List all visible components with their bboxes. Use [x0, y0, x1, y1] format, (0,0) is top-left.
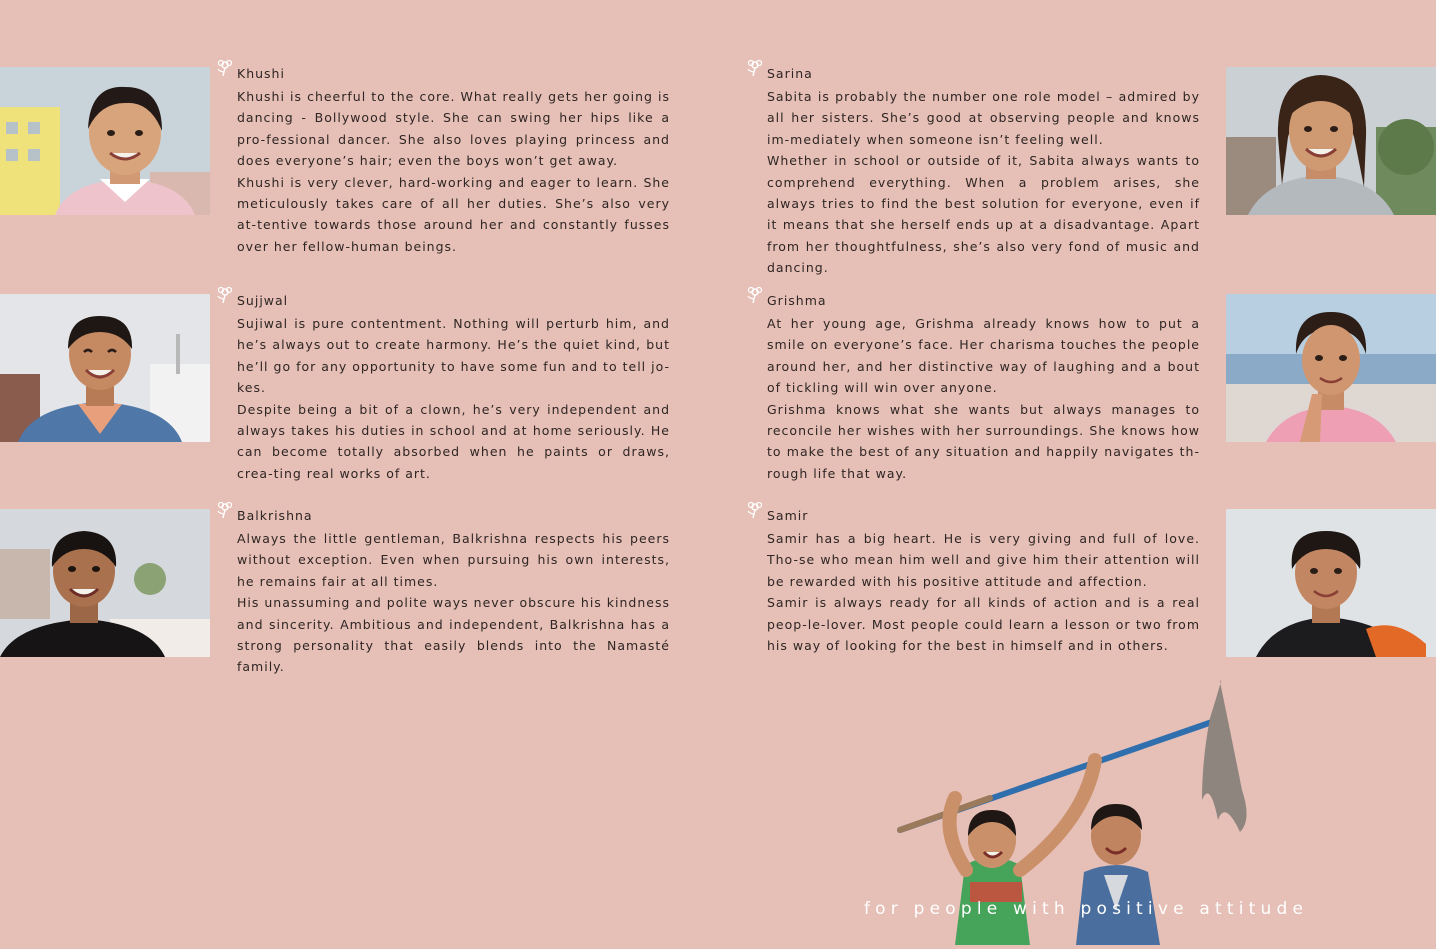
profile-sujjwal — [237, 292, 670, 484]
portrait-balkrishna — [0, 509, 210, 657]
profile-paragraph: Always the little gentleman, Balkrishna respects his peers without exception. Even when pursuing his own interests, he remains fair at all times. — [237, 531, 670, 589]
profile-paragraph: Grishma knows what she wants but always manages to reconcile her wishes with her surroundings. She knows how to make the best of any situation and happily navigates th-rough life that way. — [767, 401, 1200, 481]
flower-icon — [745, 499, 765, 519]
portrait-sarina — [1226, 67, 1436, 215]
profile-paragraph: Samir has a big heart. He is very giving and full of love. Tho-se who mean him well and give him their attention will be rewarded with his positive attitude and affection. — [767, 531, 1200, 589]
profile-name: Grishma — [767, 293, 827, 308]
profile-name: Khushi — [237, 66, 285, 81]
profile-paragraph: Whether in school or outside of it, Sabita always wants to comprehend everything. When a problem arises, she always tries to find the best solution for everyone, even if it means that she herself ends up at a disadvantage. Apart from her thoughtfulness, she’s also very fond of music and dancing. — [767, 153, 1200, 276]
profile-name: Balkrishna — [237, 508, 313, 523]
flower-icon — [215, 57, 235, 77]
profile-paragraph: Samir is always ready for all kinds of action and is a real peop-le-lover. Most people could learn a lesson or two from his way of looking for the best in himself and in others. — [767, 595, 1200, 654]
profile-paragraph: Despite being a bit of a clown, he’s very independent and always takes his duties in school and at home seriously. He can become totally absorbed when he paints or draws, crea-ting real works of art. — [237, 401, 670, 481]
profile-paragraph: Sujiwal is pure contentment. Nothing will perturb him, and he’s always out to create harmony. He’s the quiet kind, but he’ll go for any opportunity to have some fun and to tell jo-kes. — [237, 316, 670, 396]
portrait-grishma — [1226, 294, 1436, 442]
flower-icon — [745, 284, 765, 304]
portrait-samir — [1226, 509, 1436, 657]
profile-name: Sarina — [767, 66, 813, 81]
profile-balkrishna — [237, 507, 670, 678]
flower-icon — [745, 57, 765, 77]
profile-name: Samir — [767, 508, 809, 523]
flower-icon — [215, 284, 235, 304]
profile-paragraph: Sabita is probably the number one role model – admired by all her sisters. She’s good at observing people and knows im-mediately when someone isn’t feeling well. — [767, 89, 1200, 147]
profile-name: Sujjwal — [237, 293, 289, 308]
tagline: for people with positive attitude — [864, 899, 1309, 919]
profile-paragraph: At her young age, Grishma already knows how to put a smile on everyone’s face. Her charisma touches the people around her, and her distinctive way of laughing and a bout of tickling will win over anyone. — [767, 316, 1200, 396]
portrait-khushi — [0, 67, 210, 215]
profile-sarina — [767, 65, 1200, 279]
flower-icon — [215, 499, 235, 519]
profile-samir — [767, 507, 1200, 656]
portrait-sujjwal — [0, 294, 210, 442]
profile-paragraph: Khushi is very clever, hard-working and eager to learn. She meticulously takes care of all her duties. She’s also very at-tentive towards those around her and constantly fusses over her fellow-human beings. — [237, 174, 670, 254]
profile-paragraph: Khushi is cheerful to the core. What really gets her going is dancing - Bollywood style. She can swing her hips like a pro-fessional dancer. She also loves playing princess and does everyone’s hair; even the boys won’t get away. — [237, 89, 670, 169]
profile-grishma — [767, 292, 1200, 484]
profile-paragraph: His unassuming and polite ways never obscure his kindness and sincerity. Ambitious and independent, Balkrishna has a strong personality that easily blends into the Namasté family. — [237, 595, 670, 675]
profile-khushi — [237, 65, 670, 257]
